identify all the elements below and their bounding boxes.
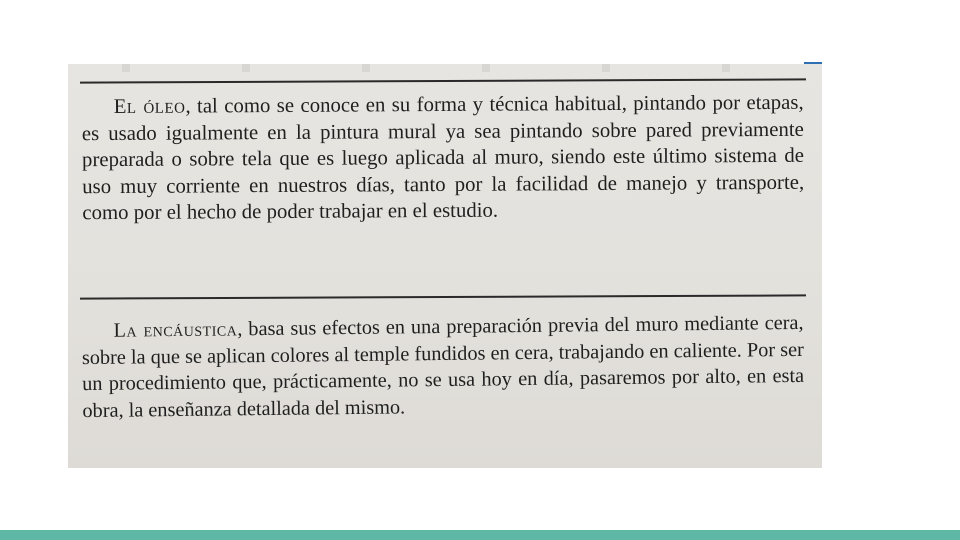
footer-accent-bar [0, 530, 960, 540]
paragraph-encaustica-body: , basa sus efectos en una preparación previa del muro mediante cera, sobre la que se aplican colores al temple fundidos en cera, trabajando en caliente. Por ser un procedimiento que, prácticamente, no se usa hoy en día, pasaremos por alto, en esta obra, la enseñanza detallada del mismo. [81, 311, 805, 422]
paragraph-encaustica-lead: La encáustica [113, 318, 238, 342]
scanned-page-image [68, 64, 822, 468]
section-divider-top [80, 78, 806, 83]
section-divider-middle [80, 294, 806, 299]
paragraph-encaustica [81, 310, 804, 424]
cropped-text-fragment [82, 64, 808, 72]
paragraph-oleo-body: , tal como se conoce en su forma y técnica habitual, pintando por etapas, es usado igualmente en la pintura mural ya sea pintando sobre pared previamente preparada o sobre tela que es luego aplicada al muro, siendo este último sistema de uso muy corriente en nuestros días, tanto por la facilidad de manejo y transporte, como por el hecho de poder trabajar en el estudio. [81, 90, 805, 225]
paragraph-oleo-lead: El óleo [113, 94, 186, 119]
paragraph-oleo [82, 90, 805, 227]
